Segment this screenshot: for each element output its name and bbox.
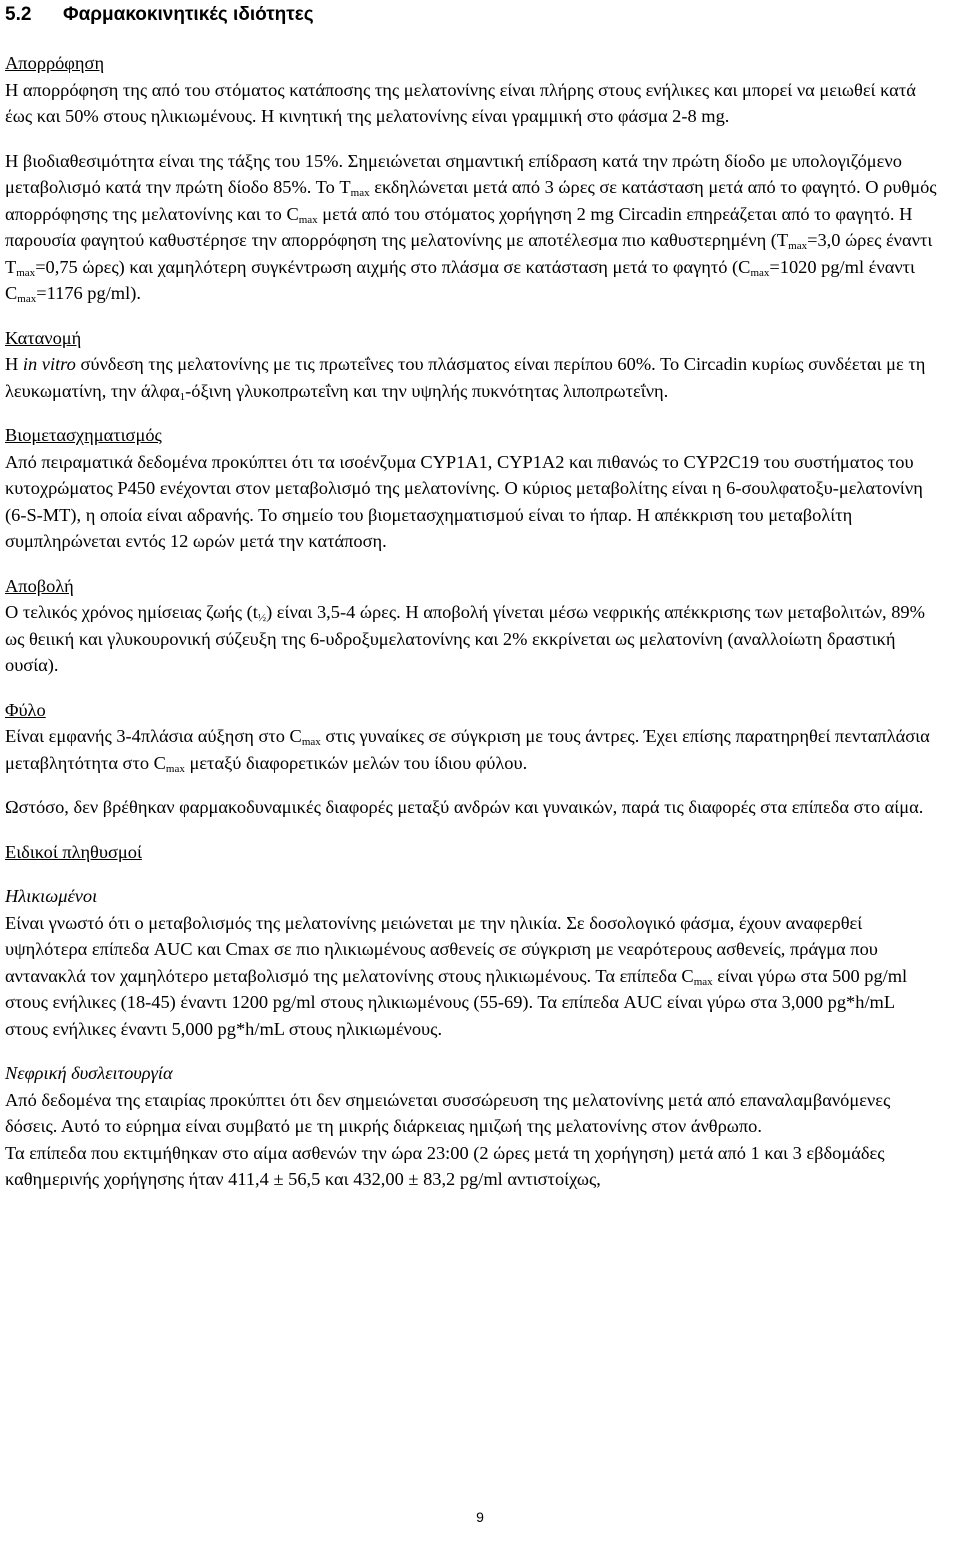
renal-paragraph-2: Τα επίπεδα που εκτιμήθηκαν στο αίμα ασθενών την ώρα 23:00 (2 ώρες μετά τη χορήγηση) μετά από 1 και 3 εβδομάδες καθημερινής χορήγησης ήταν 411,4 ± 56,5 και 432,00 ± 83,2 pg/ml αντιστοίχως,: [5, 1142, 885, 1189]
special-populations-heading: Ειδικοί πληθυσμοί: [5, 841, 142, 862]
gender-paragraph-1: Είναι εμφανής 3-4πλάσια αύξηση στο $C_{max}$ στις γυναίκες σε σύγκριση με τους άντρες. Έχει επίσης παρατηρηθεί πενταπλάσια μεταβλητότητα στο $C_{max}$ μεταξύ διαφορετικών μελών του ίδιου φύλου.: [5, 726, 930, 775]
elimination-paragraph: Ο τελικός χρόνος ημίσειας ζωής $(t_{\frac{1}{2}})$ είναι 3,5-4 ώρες. Η αποβολή γίνεται μέσω νεφρικής απέκκρισης των μεταβολιτών, 89% ως θειική και γλυκουρονική σύζευξη της 6-υδροξυμελατονίνης και 2% εκκρίνεται ως μελατονίνη (αναλλοίωτη δραστική ουσία).: [5, 602, 925, 675]
gender-section: [5, 697, 938, 821]
biotransformation-paragraph: Από πειραματικά δεδομένα προκύπτει ότι τα ισοένζυμα CYP1A1, CYP1A2 και πιθανώς το CYP2C19 του συστήματος του κυτοχρώματος P450 ενέχονται στον μεταβολισμό της μελατονίνης. Ο κύριος μεταβολίτης είναι η 6-σουλφατοξυ-μελατονίνη (6-S-MT), η οποία είναι αδρανής. Το σημείο του βιομετασχηματισμού είναι το ήπαρ. Η απέκκριση του μεταβολίτη συμπληρώνεται εντός 12 ωρών μετά την κατάποση.: [5, 451, 923, 551]
section-title: Φαρμακοκινητικές ιδιότητες: [63, 4, 314, 25]
absorption-paragraph-2: Η βιοδιαθεσιμότητα είναι της τάξης του 15%. Σημειώνεται σημαντική επίδραση κατά την πρώτη δίοδο με υπολογιζόμενο μεταβολισμό κατά την πρώτη δίοδο 85%. Το $T_{max}$ εκδηλώνεται μετά από 3 ώρες σε κατάσταση μετά από το φαγητό. Ο ρυθμός απορρόφησης της μελατονίνης και το $C_{max}$ μετά από του στόματος χορήγηση 2 mg Circadin επηρεάζεται από το φαγητό. Η παρουσία φαγητού καθυστέρησε την απορρόφηση της μελατονίνης με αποτέλεσμα πιο καθυστερημένη ($T_{max}=3,0$ ώρες έναντι $T_{max}=0,75$ ώρες) και χαμηλότερη συγκέντρωση αιχμής στο πλάσμα σε κατάσταση μετά το φαγητό ($C_{max}=1020$ pg/ml έναντι $C_{max}=1176$ pg/ml).: [5, 150, 937, 305]
special-populations-section: [5, 839, 938, 1193]
elimination-heading: Αποβολή: [5, 575, 74, 596]
section-heading: [5, 0, 938, 34]
page-number: 9: [476, 1509, 484, 1525]
renal-paragraph-1: Από δεδομένα της εταιρίας προκύπτει ότι δεν σημειώνεται συσσώρευση της μελατονίνης μετά από επαναλαμβανόμενες δόσεις. Αυτό το εύρημα είναι συμβατό με τη μικρής διάρκειας ημιζωή της μελατονίνης στον άνθρωπο.: [5, 1089, 891, 1136]
distribution-heading: Κατανομή: [5, 327, 82, 348]
gender-heading: Φύλο: [5, 699, 46, 720]
distribution-paragraph: Η in vitro σύνδεση της μελατονίνης με τις πρωτεΐνες του πλάσματος είναι περίπου 60%. Το Circadin κυρίως συνδέεται με τη λευκωματίνη, την άλφα$_1$-όξινη γλυκοπρωτεΐνη και την υψηλής πυκνότητας λιποπρωτεΐνη.: [5, 354, 926, 403]
renal-heading: Νεφρική δυσλειτουργία: [5, 1063, 173, 1083]
biotransformation-heading: Βιομετασχηματισμός: [5, 425, 162, 445]
absorption-heading: Απορρόφηση: [5, 53, 105, 73]
elderly-heading: Ηλικιωμένοι: [5, 886, 98, 906]
distribution-section: [5, 325, 938, 405]
elderly-paragraph: Είναι γνωστό ότι ο μεταβολισμός της μελατονίνης μειώνεται με την ηλικία. Σε δοσολογικό φάσμα, έχουν αναφερθεί υψηλότερα επίπεδα AUC και Cmax σε πιο ηλικιωμένους ασθενείς σε σύγκριση με νεαρότερους ασθενείς, πράγμα που αντανακλά τον χαμηλότερο μεταβολισμό της μελατονίνης στους ηλικιωμένους. Τα επίπεδα $C_{max}$ είναι γύρω στα 500 pg/ml στους ενήλικες (18-45) έναντι 1200 pg/ml στους ηλικιωμένους (55-69). Τα επίπεδα AUC είναι γύρω στα 3,000 pg*h/mL στους ενήλικες έναντι 5,000 pg*h/mL στους ηλικιωμένους.: [5, 912, 908, 1039]
section-number: 5.2: [5, 4, 32, 25]
absorption-paragraph-1: Η απορρόφηση της από του στόματος κατάποσης της μελατονίνης είναι πλήρης στους ενήλικες και μπορεί να μειωθεί κατά έως και 50% στους ηλικιωμένους. Η κινητική της μελατονίνης είναι γραμμική στο φάσμα 2-8 mg.: [5, 79, 916, 126]
gender-paragraph-2: Ωστόσο, δεν βρέθηκαν φαρμακοδυναμικές διαφορές μεταξύ ανδρών και γυναικών, παρά τις διαφορές στα επίπεδα στο αίμα.: [5, 797, 924, 817]
absorption-section: [5, 50, 938, 307]
elimination-section: [5, 573, 938, 679]
biotransformation-section: [5, 422, 938, 555]
